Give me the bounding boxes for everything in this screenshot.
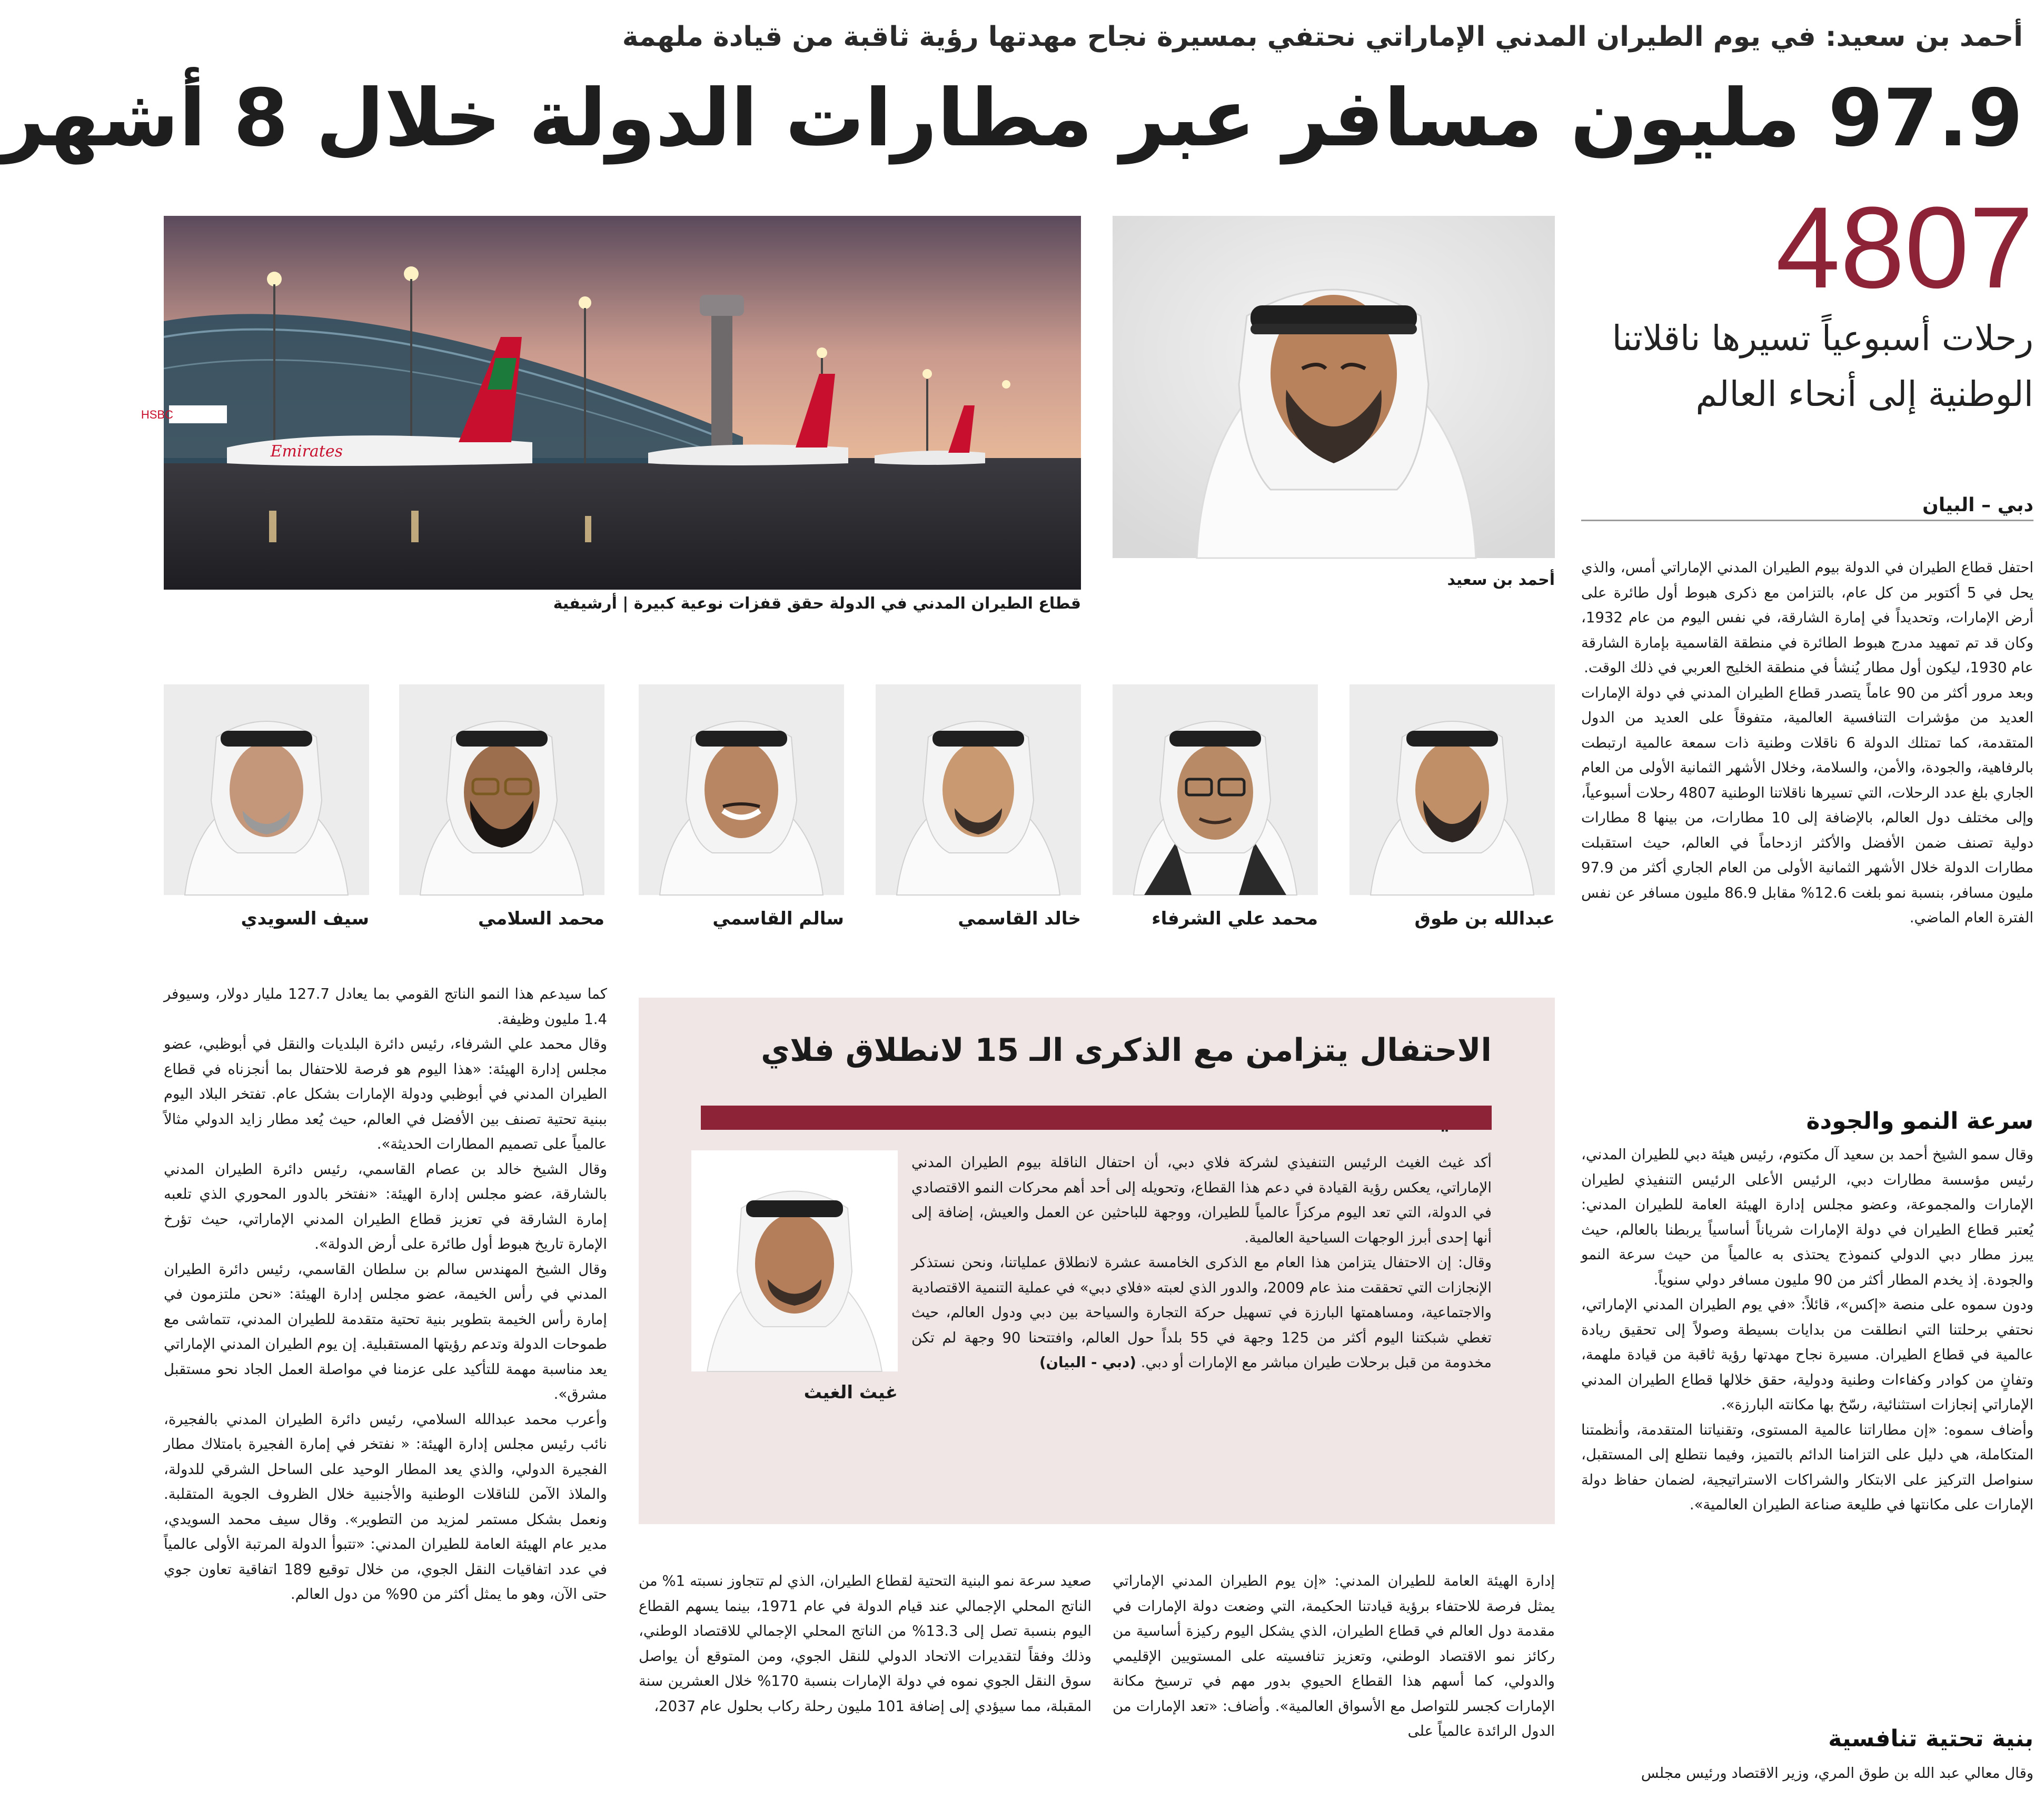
paragraph: وقال الشيخ خالد بن عصام القاسمي، رئيس دائرة الطيران المدني بالشارقة، عضو مجلس إدارة الهيئة: «نفتخر بالدور المحوري الذي تلعبه إمارة الشارقة في تعزيز قطاع الطيران المدني الإماراتي، حيث تؤرخ الإمارة تاريخ هبوط أول طائرة على أرض الدولة».: [164, 1160, 607, 1252]
box-text: [911, 1150, 1492, 1498]
portrait-salem-alqasimi: [639, 684, 844, 895]
subhead-growth-quality: سرعة النمو والجودة: [1806, 1108, 2033, 1135]
main-photo-caption: أحمد بن سعيد: [1447, 571, 1555, 589]
airport-photo: [141, 216, 1081, 590]
portrait-name: سيف السويدي: [241, 908, 369, 929]
kicker-headline: أحمد بن سعيد: في يوم الطيران المدني الإماراتي نحتفي بمسيرة نجاح مهدتها رؤية ثاقبة من قيادة ملهمة: [622, 21, 2023, 53]
paragraph: وقال محمد علي الشرفاء، رئيس دائرة البلديات والنقل في أبوظبي، عضو مجلس إدارة الهيئة: «هذا اليوم هو فرصة للاحتفال بما أنجزناه في قطاع الطيران المدني في أبوظبي ودولة الإمارات بشكل عام. تفتخر البلاد اليوم ببنية تحتية تصنف بين الأفضل في العالم، حيث يُعد مطار زايد الدولي مثالاً عالمياً على تصميم المطارات الحديثة».: [164, 1036, 607, 1152]
box-portrait-name: غيث الغيث: [803, 1382, 898, 1403]
airport-photo-caption: قطاع الطيران المدني في الدولة حقق قفزات نوعية كبيرة | أرشيفية: [553, 594, 1081, 613]
paragraph: وقال الشيخ المهندس سالم بن سلطان القاسمي، رئيس دائرة الطيران المدني في رأس الخيمة، عضو مجلس إدارة الهيئة: «نحن ملتزمون في إمارة رأس الخيمة بتطوير بنية تحتية متقدمة للطيران المدني، تتماشى مع طموحات الدولة وتدعم رؤيتها المستقبلية. إن يوم الطيران المدني الإماراتي يعد مناسبة مهمة للتأكيد على عزمنا في مواصلة العمل الجاد نحو مستقبل مشرق».: [164, 1260, 607, 1403]
paragraph: إدارة الهيئة العامة للطيران المدني: «إن يوم الطيران المدني الإماراتي يمثل فرصة للاحتفاء برؤية قيادتنا الحكيمة، التي وضعت دولة الإمارات في مقدمة دول العالم في قطاع الطيران، الذي يشكل اليوم ركيزة أساسية من ركائز نمو الاقتصاد الوطني، وتعزيز تنافسيته على المستويين الإقليمي والدولي، كما أسهم هذا القطاع الحيوي بدور مهم في ترسيخ مكانة الإمارات كجسر للتواصل مع الأسواق العالمية». وأضاف: «تعد الإمارات من الدول الرائدة عالمياً على: [1113, 1573, 1555, 1739]
box-accent-bar: [701, 1106, 1492, 1130]
portrait-icon: [876, 684, 1081, 895]
dateline: دبي – البيان: [1581, 490, 2033, 521]
portrait-icon: [1113, 684, 1318, 895]
portrait-name: محمد علي الشرفاء: [1152, 908, 1318, 929]
airport-illustration: [141, 216, 1081, 590]
portrait-icon: [164, 684, 369, 895]
portrait-icon: [691, 1150, 898, 1371]
portrait-name: عبدالله بن طوق: [1414, 908, 1555, 929]
paragraph: أكد غيث الغيث الرئيس التنفيذي لشركة فلاي دبي، أن احتفال الناقلة بيوم الطيران المدني الإماراتي، يعكس رؤية القيادة في دعم هذا القطاع، وتحويله إلى أحد أهم محركات النمو الاقتصادي في الدولة، التي تعد اليوم مركزاً عالمياً للطيران، ووجهة للباحثين عن العمل والعيش، إضافة إلى أنها إحدى أبرز الوجهات السياحية العالمية.: [911, 1154, 1492, 1246]
article-column-2: [1113, 1569, 1555, 1795]
subhead-infrastructure: بنية تحتية تنافسية: [1828, 1725, 2033, 1752]
portrait-name: سالم القاسمي: [712, 908, 844, 929]
airline-sign: Emirates: [270, 442, 343, 461]
portrait-icon: [639, 684, 844, 895]
paragraph: احتفل قطاع الطيران في الدولة بيوم الطيران المدني الإماراتي أمس، والذي يحل في 5 أكتوبر من كل عام، بالتزامن مع ذكرى هبوط أول طائرة على أرض الإمارات، وتحديداً في إمارة الشارقة، في نفس اليوم من عام 1932، وكان قد تم تمهيد مدرج هبوط الطائرة في منطقة القاسمية بإمارة الشارقة عام 1930، ليكون أول مطار يُنشأ في منطقة الخليج العربي في ذلك الوقت.: [1581, 559, 2033, 676]
paragraph: كما سيدعم هذا النمو الناتج القومي بما يعادل 127.7 مليار دولار، وسيوفر 1.4 مليون وظيفة.: [164, 986, 608, 1028]
portrait-mohammed-alsalami: [399, 684, 604, 895]
main-portrait-photo: [1113, 216, 1555, 558]
box-credit: (دبي - البيان): [1039, 1354, 1136, 1371]
hsbc-sign: HSBC: [141, 408, 173, 421]
box-portrait-ghaith: [691, 1150, 898, 1371]
paragraph: [911, 1250, 1492, 1376]
paragraph-text: وقال: إن الاحتفال يتزامن هذا العام مع الذكرى الخامسة عشرة لانطلاق عملياتنا، ونحن نستذكر الإنجازات التي تحققت منذ عام 2009، والدور الذي لعبته «فلاي دبي» في عملية التنمية الاقتصادية والاجتماعية، ومساهمتها البارزة في تسهيل حركة التجارة والسياحة بين دبي ودول العالم، حيث تغطي شبكتنا اليوم أكثر من 125 وجهة في 55 بلداً حول العالم، وافتتحنا 90 وجهة لم تكن مخدومة من قبل برحلات طيران مباشر مع الإمارات أو دبي.: [911, 1254, 1492, 1371]
portrait-khalid-alqasimi: [876, 684, 1081, 895]
paragraph: صعيد سرعة نمو البنية التحتية لقطاع الطيران، الذي لم تتجاوز نسبته 1% من الناتج المحلي الإجمالي عند قيام الدولة في عام 1971، بينما يسهم القطاع اليوم بنسبة تصل إلى 13.3% من الناتج المحلي الإجمالي للاقتصاد الوطني، وذلك وفقاً لتقديرات الاتحاد الدولي للنقل الجوي، ومن المتوقع أن يواصل سوق النقل الجوي نموه في دولة الإمارات بنسبة 170% خلال العشرين سنة المقبلة، مما سيؤدي إلى إضافة 101 مليون رحلة ركاب بحلول عام 2037،: [639, 1573, 1092, 1715]
portrait-mohammed-ali-alshorafa: [1113, 684, 1318, 895]
paragraph: وقال سمو الشيخ أحمد بن سعيد آل مكتوم، رئيس هيئة دبي للطيران المدني، رئيس مؤسسة مطارات دبي، الرئيس الأعلى الرئيس التنفيذي لطيران الإمارات والمجموعة، وعضو مجلس إدارة الهيئة العامة للطيران المدني: يُعتبر قطاع الطيران في دولة الإمارات شرياناً أساسياً يربطنا بالعالم، حيث يبرز مطار دبي الدولي كنموذج يحتذى به عالمياً من حيث سرعة النمو والجودة. إذ يخدم المطار أكثر من 90 مليون مسافر دولي سنوياً.: [1581, 1146, 2033, 1288]
portrait-name: خالد القاسمي: [958, 908, 1081, 929]
paragraph: وقال معالي عبد الله بن طوق المري، وزير الاقتصاد ورئيس مجلس: [1641, 1765, 2033, 1782]
portrait-icon: [1350, 684, 1555, 895]
main-headline: 97.9 مليون مسافر عبر مطارات الدولة خلال 8 أشهر: [0, 73, 2023, 164]
box-title: الاحتفال يتزامن مع الذكرى الـ 15 لانطلاق فلاي: [761, 1032, 1492, 1069]
portrait-icon: [399, 684, 604, 895]
article-column-1-middle: [1581, 1142, 2033, 1700]
paragraph: وبعد مرور أكثر من 90 عاماً يتصدر قطاع الطيران المدني في دولة الإمارات العديد من مؤشرات التنافسية العالمية، متفوقاً على العديد من الدول المتقدمة، كما تمتلك الدولة 6 ناقلات وطنية ذات سمعة عالمية ارتبطت بالرفاهية، والجودة، والأمن، والسلامة، وخلال الأشهر الثمانية الأولى من العام الجاري بلغ عدد الرحلات، التي تسيرها ناقلاتنا الوطنية 4807 رحلات أسبوعياً، وإلى مختلف دول العالم، بالإضافة إلى 10 مطارات، من بينها 8 مطارات دولية تصنف ضمن الأفضل والأكثر ازدحاماً في العالم، حيث استقبلت مطارات الدولة خلال الأشهر الثمانية الأولى من العام الجاري أكثر من 97.9 مليون مسافر، بنسبة نمو بلغت 12.6% مقابل 86.9 مليون مسافر عن نفس الفترة العام الماضي.: [1581, 684, 2033, 926]
portrait-name: محمد السلامي: [478, 908, 604, 929]
article-column-4: [164, 982, 607, 1795]
highlight-text: رحلات أسبوعياً تسيرها ناقلاتنا الوطنية إلى أنحاء العالم: [1612, 318, 2033, 414]
portrait-saif-alsuwaidi: [164, 684, 369, 895]
portrait-abdulla-bin-touq: [1350, 684, 1555, 895]
paragraph: وأعرب محمد عبدالله السلامي، رئيس دائرة الطيران المدني بالفجيرة، نائب رئيس مجلس إدارة الهيئة: « نفتخر في إمارة الفجيرة بامتلاك مطار الفجيرة الدولي، والذي يعد المطار الوحيد على الساحل الشرقي للدولة، والملاذ الآمن للناقلات الوطنية والأجنبية خلال الظروف الجوية المتقلبة. ونعمل بشكل مستمر لمزيد من التطوير». وقال سيف محمد السويدي، مدير عام الهيئة العامة للطيران المدني: «تتبوأ الدولة المرتبة الأولى عالمياً في عدد اتفاقيات النقل الجوي، من خلال توقيع 189 اتفاقية تعاون جوي حتى الآن، وهو ما يمثل أكثر من 90% من دول العالم.: [164, 1410, 607, 1603]
article-column-1-top: [1581, 555, 2033, 1082]
article-column-1-bottom: [1581, 1761, 2033, 1793]
paragraph: ودون سموه على منصة «إكس»، قائلاً: «في يوم الطيران المدني الإماراتي، نحتفي برحلتنا التي انطلقت من بدايات بسيطة وصولاً إلى تحقيق ريادة عالمية في قطاع الطيران. مسيرة نجاح مهدتها رؤية ثاقبة من قيادة ملهمة، وتفانٍ من كوادر وكفاءات وطنية ودولية، حقق خلالها قطاع الطيران المدني الإماراتي إنجازات استثنائية، رسّخ بها مكانته البارزة».: [1581, 1296, 2033, 1413]
highlight-number: 4807: [1775, 183, 2033, 312]
article-column-3: [639, 1569, 1092, 1795]
paragraph: وأضاف سموه: «إن مطاراتنا عالمية المستوى، وتقنياتنا المتقدمة، وأنظمتنا المتكاملة، هي دليل على التزامنا الدائم بالتميز، وفيما نتطلع إلى المستقبل، سنواصل التركيز على الابتكار والشراكات الاستراتيجية، لضمان حفاظ دولة الإمارات على مكانتها في طليعة صناعة الطيران العالمية».: [1581, 1421, 2033, 1513]
portrait-illustration: [1113, 216, 1555, 558]
